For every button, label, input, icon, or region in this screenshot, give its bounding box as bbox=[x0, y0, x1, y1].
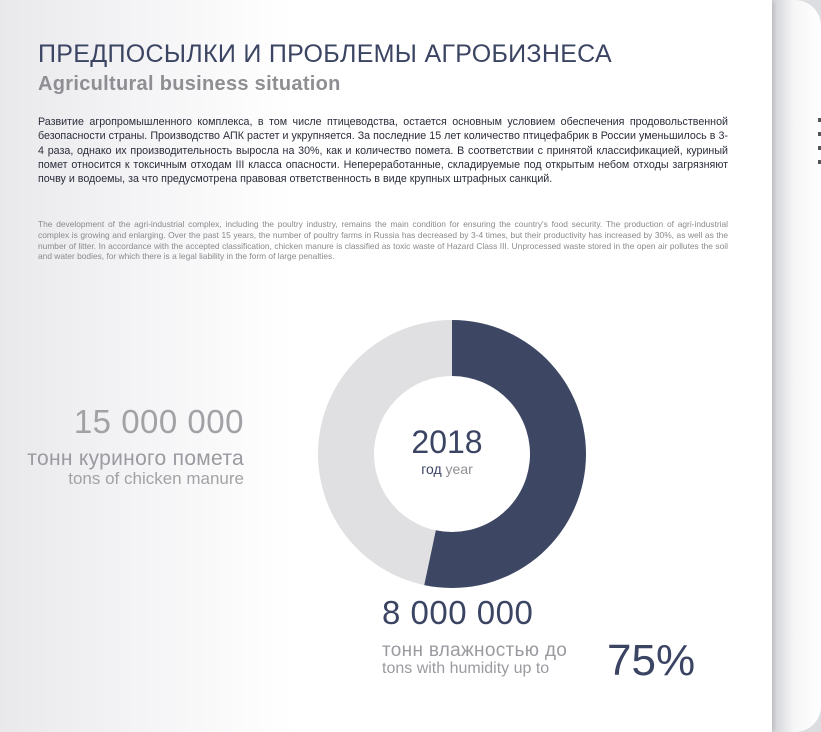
paragraph-en: The development of the agri-industrial complex, including the poultry industry, remains the main condition for ensuring the country's food security. The production of agri-industrial complex is growing and enlarging. Over the past 15 years, the number of poultry farms in Russia has decreased by 3-4 times, but their productivity has increased by 30%, as well as the number of litter. In accordance with the accepted classification, chicken manure is classified as toxic waste of Hazard Class III. Unprocessed waste stored in the open air pollutes the soil and water bodies, for which there is a legal liability in the form of large penalties. bbox=[38, 219, 728, 262]
year-caption-en: year bbox=[445, 461, 473, 477]
humid-tons-label-ru: тонн влажностью до bbox=[382, 640, 568, 661]
donut-center-year: 2018 bbox=[411, 424, 483, 460]
next-page-edge bbox=[776, 0, 821, 732]
page-title: ПРЕДПОСЫЛКИ И ПРОБЛЕМЫ АГРОБИЗНЕСА bbox=[38, 40, 612, 68]
year-caption-ru: год bbox=[421, 461, 442, 477]
total-tons-label-en: tons of chicken manure bbox=[68, 469, 244, 488]
paragraph-ru: Развитие агропромышленного комплекса, в том числе птицеводства, остается основным условием обеспечения продовольственной безопасности страны. Производство АПК растет и укрупняется. За последние 15 лет количество птицефабрик в России уменьшилось в 3-4 раза, однако их производительность выросла на 30%, как и количество помета. В соответствии с принятой классификацией, куриный помет относится к токсичным отходам III класса опасности. Непереработанные, складируемые под открытым небом отходы загрязняют почву и водоемы, за что предусмотрена правовая ответственность в виде крупных штрафных санкций. bbox=[38, 116, 728, 186]
total-tons-value: 15 000 000 bbox=[73, 403, 244, 440]
page-subtitle: Agricultural business situation bbox=[38, 73, 341, 95]
humid-tons-value: 8 000 000 bbox=[382, 594, 534, 631]
humid-tons-label-en: tons with humidity up to bbox=[382, 660, 550, 677]
donut-center-caption bbox=[387, 461, 507, 477]
total-tons-label-ru: тонн куриного помета bbox=[27, 447, 244, 470]
humidity-percent: 75% bbox=[607, 636, 696, 685]
